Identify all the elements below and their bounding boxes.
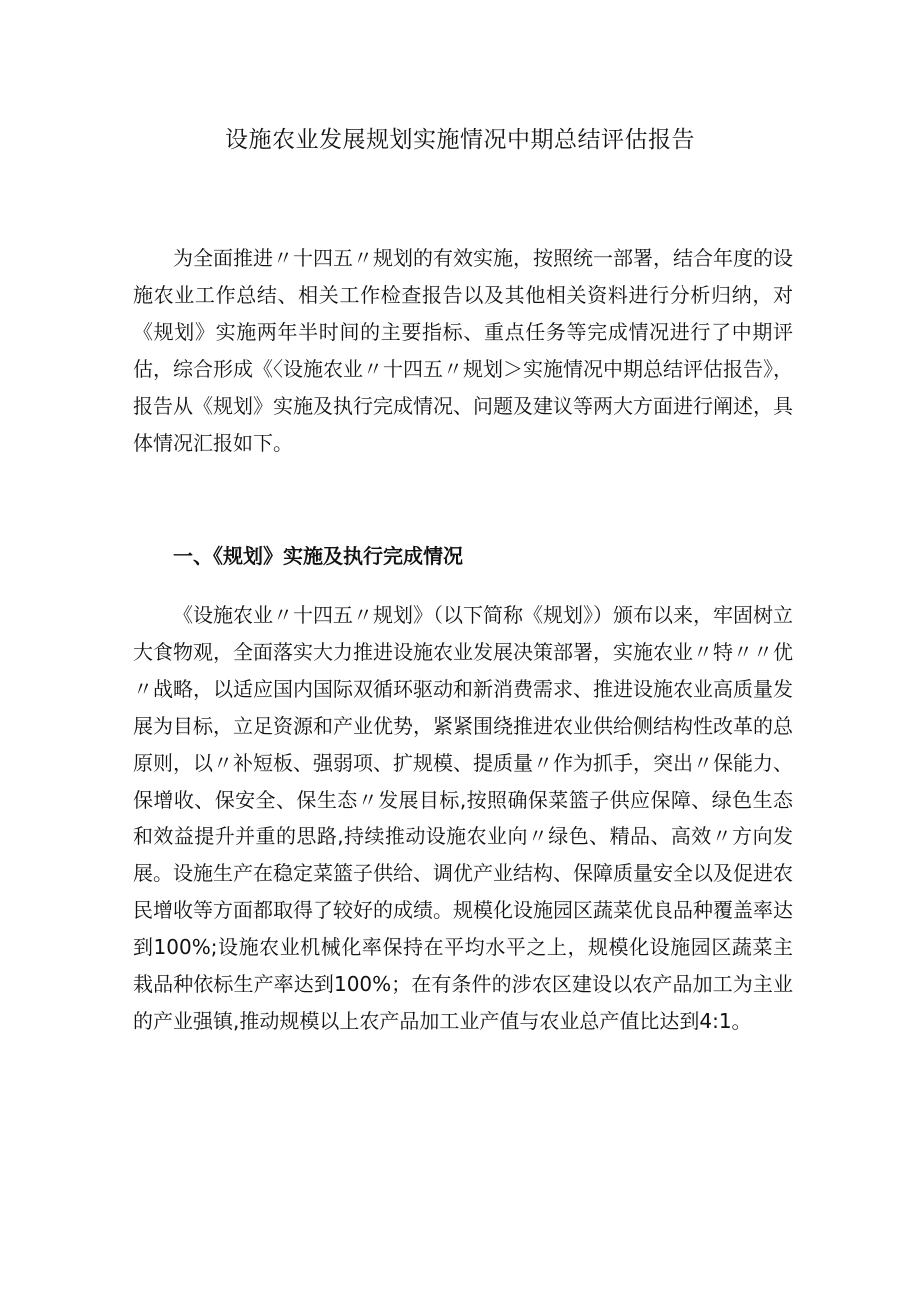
document-title: 设施农业发展规划实施情况中期总结评估报告 [225,127,695,153]
section-1-heading: 一、《规划》实施及执行完成情况 [173,544,463,568]
section-1-paragraph: 《设施农业〃十四五〃规划》（以下简称《规划》）颁布以来，牢固树立大食物观，全面落实大力推进设施农业发展决策部署，实施农业〃特〃〃优〃战略，以适应国内国际双循环驱动和新消费需求、推进设施农业高质量发展为目标，立足资源和产业优势，紧紧围绕推进农业供给侧结构性改革的总原则，以〃补短板、强弱项、扩规模、提质量〃作为抓手，突出〃保能力、保增收、保安全、保生态〃发展目标,按照确保菜篮子供应保障、绿色生态和效益提升并重的思路,持续推动设施农业向〃绿色、精品、高效〃方向发展。设施生产在稳定菜篮子供给、调优产业结构、保障质量安全以及促进农民增收等方面都取得了较好的成绩。规模化设施园区蔬菜优良品种覆盖率达到100%;设施农业机械化率保持在平均水平之上，规模化设施园区蔬菜主栽品种依标生产率达到100%；在有条件的涉农区建设以农产品加工为主业的产业强镇,推动规模以上农产品加工业产值与农业总产值比达到4:1。 [133,603,793,1033]
intro-paragraph: 为全面推进〃十四五〃规划的有效实施，按照统一部署，结合年度的设施农业工作总结、相关工作检查报告以及其他相关资料进行分析归纳，对《规划》实施两年半时间的主要指标、重点任务等完成情况进行了中期评估，综合形成《〈设施农业〃十四五〃规划＞实施情况中期总结评估报告》，报告从《规划》实施及执行完成情况、问题及建议等两大方面进行阐述，具体情况汇报如下。 [133,246,793,455]
